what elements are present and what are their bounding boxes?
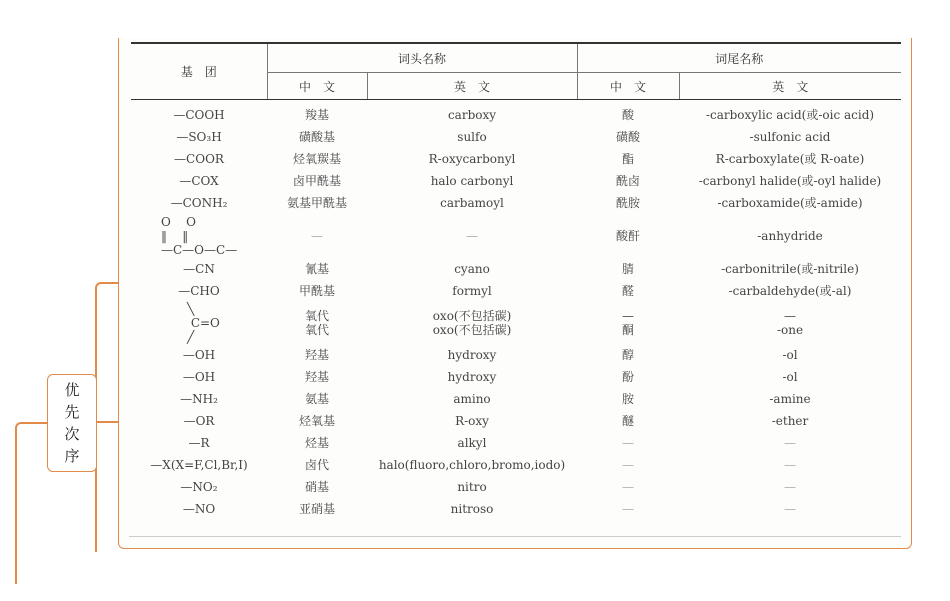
cell-sen: -ether — [771, 414, 809, 428]
cell-sen: -anhydride — [757, 229, 823, 243]
cell-group: —OR — [183, 414, 215, 428]
cell-pcn: 氧代 氧代 — [304, 309, 329, 337]
cell-scn: 酰胺 — [615, 196, 640, 210]
table-row — [131, 498, 901, 524]
cell-group: —OH — [182, 348, 216, 362]
cell-pcn: 卤甲酰基 — [292, 174, 341, 188]
cell-sen: -amine — [769, 392, 811, 406]
cell-pcn: 甲酰基 — [298, 284, 335, 298]
table-row — [131, 454, 901, 476]
table-row — [131, 302, 901, 344]
functional-group-table-scan — [118, 38, 912, 549]
cell-pen: hydroxy — [447, 370, 497, 384]
cell-pen: R-oxycarbonyl — [428, 152, 516, 166]
label-char: 次 — [64, 425, 80, 443]
cell-scn: 磺酸 — [615, 130, 640, 144]
cell-pen: nitroso — [450, 502, 494, 516]
table-row — [131, 280, 901, 302]
label-char: 序 — [64, 447, 80, 465]
cell-sen: — -one — [776, 309, 804, 337]
cell-sen: -carbaldehyde(或-al) — [728, 284, 852, 298]
cell-group: —CONH₂ — [170, 196, 228, 210]
table-row — [131, 344, 901, 366]
cell-pcn: 烃氧羰基 — [292, 152, 341, 166]
cell-group: —COX — [179, 174, 219, 188]
cell-sen: R-carboxylate(或 R-oate) — [715, 152, 865, 166]
header-prefix-cn: 中 文 — [267, 73, 367, 100]
cell-pcn: 氰基 — [304, 262, 329, 276]
table-row — [131, 258, 901, 280]
cell-pcn: 羟基 — [304, 348, 329, 362]
cell-pcn: 磺酸基 — [298, 130, 335, 144]
cell-group: —NO — [182, 502, 216, 516]
connector-line — [95, 421, 119, 423]
cell-scn: 酚 — [621, 370, 634, 384]
cell-pen: halo(fluoro,chloro,bromo,iodo) — [378, 458, 566, 472]
cell-pcn: 卤代 — [304, 458, 329, 472]
cell-pcn: 亚硝基 — [298, 502, 335, 516]
cell-pen: alkyl — [457, 436, 487, 450]
table-row — [131, 366, 901, 388]
table-row — [131, 432, 901, 454]
cell-sen: -ol — [782, 348, 798, 362]
cell-group: —SO₃H — [176, 130, 222, 144]
cell-group: —NO₂ — [180, 480, 218, 494]
table-row — [131, 214, 901, 258]
cell-scn: 酸酐 — [615, 229, 640, 243]
cell-group: —OH — [182, 370, 216, 384]
cell-scn: — — [622, 480, 634, 494]
cell-group: —COOH — [173, 108, 225, 122]
table-body — [131, 100, 901, 525]
cell-sen: — — [784, 436, 796, 450]
cell-pen: R-oxy — [455, 414, 489, 428]
cell-pcn: 氨基 — [304, 392, 329, 406]
cell-pen: carboxy — [447, 108, 497, 122]
cell-scn: 酰卤 — [615, 174, 640, 188]
cell-group: —X(X=F,Cl,Br,I) — [150, 458, 248, 472]
cell-pcn: 烃氧基 — [298, 414, 335, 428]
cell-sen: -carboxamide(或-amide) — [717, 196, 863, 210]
priority-order-label — [47, 374, 97, 472]
cell-sen: -carbonyl halide(或-oyl halide) — [698, 174, 882, 188]
table-row — [131, 410, 901, 432]
table-row — [131, 192, 901, 214]
header-suffix-en: 英 文 — [679, 73, 901, 100]
cell-pcn: 硝基 — [304, 480, 329, 494]
cell-pen: nitro — [457, 480, 487, 494]
cell-pcn: 烃基 — [304, 436, 329, 450]
cell-sen: — — [784, 480, 796, 494]
cell-sen: -carboxylic acid(或-oic acid) — [705, 108, 875, 122]
outer-bracket-line — [15, 422, 47, 584]
cell-scn: — — [622, 436, 634, 450]
label-char: 先 — [64, 403, 80, 421]
cell-pen: — — [466, 229, 478, 243]
table-row — [131, 148, 901, 170]
cell-pen: cyano — [454, 262, 490, 276]
table-row — [131, 170, 901, 192]
cell-group: —CN — [183, 262, 215, 276]
functional-group-table — [131, 42, 901, 524]
cell-pcn: — — [311, 229, 323, 243]
cell-sen: — — [784, 502, 796, 516]
table-bottom-rule — [129, 536, 901, 537]
table-row — [131, 126, 901, 148]
cell-group: O O ‖ ‖ —C—O—C— — [161, 215, 238, 257]
cell-scn: 醇 — [621, 348, 634, 362]
table-row — [131, 100, 901, 127]
cell-pen: sulfo — [457, 130, 487, 144]
cell-scn: 胺 — [621, 392, 634, 406]
cell-sen: — — [784, 458, 796, 472]
cell-pcn: 羟基 — [304, 370, 329, 384]
label-char: 优 — [64, 381, 80, 399]
header-suffix: 词尾名称 — [577, 43, 901, 73]
cell-sen: -carbonitrile(或-nitrile) — [721, 262, 859, 276]
cell-group: ╲ C=O ╱ — [187, 302, 220, 344]
cell-sen: -ol — [782, 370, 798, 384]
cell-scn: — 酮 — [621, 309, 634, 337]
cell-pen: oxo(不包括碳) oxo(不包括碳) — [432, 309, 512, 337]
cell-pcn: 氨基甲酰基 — [286, 196, 347, 210]
cell-scn: 醛 — [621, 284, 634, 298]
cell-scn: 腈 — [621, 262, 634, 276]
cell-group: —CHO — [178, 284, 220, 298]
cell-group: —COOR — [174, 152, 224, 166]
cell-pen: amino — [453, 392, 491, 406]
header-suffix-cn: 中 文 — [577, 73, 679, 100]
cell-scn: — — [622, 458, 634, 472]
header-prefix-en: 英 文 — [367, 73, 577, 100]
cell-scn: 酯 — [621, 152, 634, 166]
cell-pen: carbamoyl — [440, 196, 504, 210]
cell-sen: -sulfonic acid — [749, 130, 831, 144]
cell-pen: formyl — [452, 284, 492, 298]
cell-group: —NH₂ — [180, 392, 218, 406]
header-group: 基 团 — [131, 43, 267, 100]
cell-group: —R — [188, 436, 210, 450]
header-prefix: 词头名称 — [267, 43, 577, 73]
cell-pcn: 羧基 — [304, 108, 329, 122]
cell-pen: halo carbonyl — [430, 174, 514, 188]
cell-pen: hydroxy — [447, 348, 497, 362]
cell-scn: — — [622, 502, 634, 516]
cell-scn: 酸 — [621, 108, 634, 122]
table-row — [131, 476, 901, 498]
table-row — [131, 388, 901, 410]
cell-scn: 醚 — [621, 414, 634, 428]
